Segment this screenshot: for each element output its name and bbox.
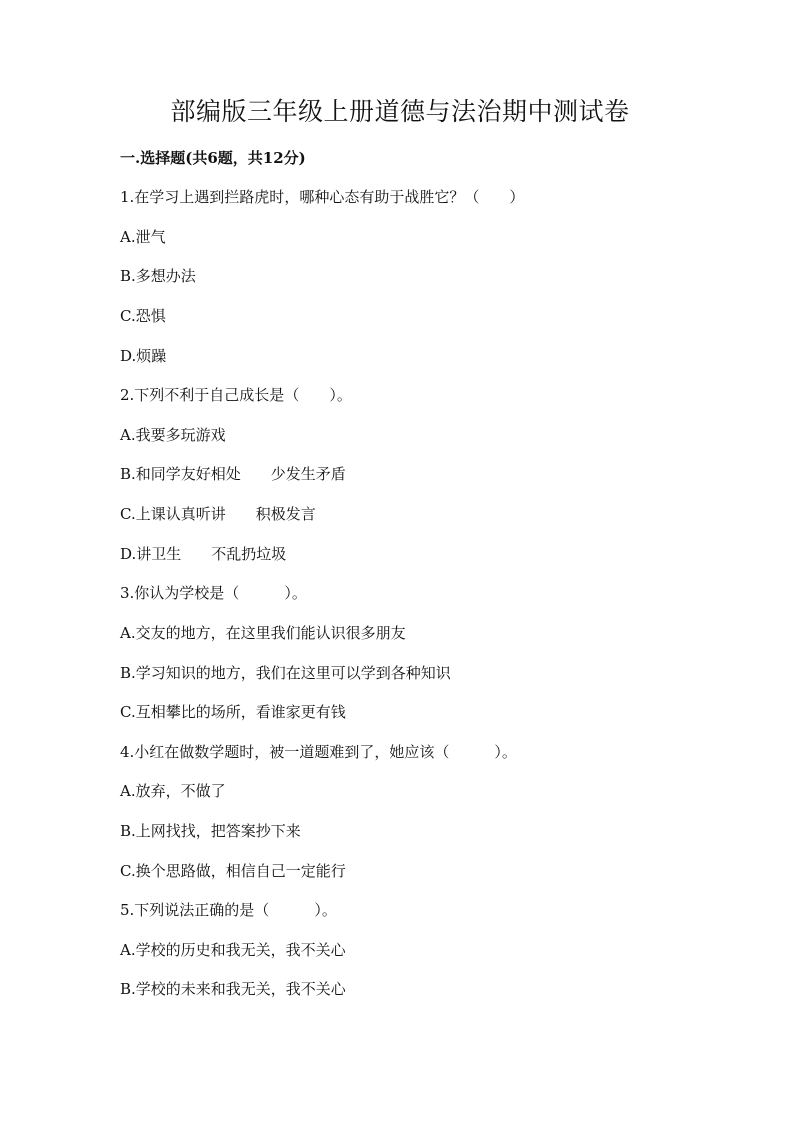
- question-4-option-b: B.上网找找，把答案抄下来: [120, 822, 301, 840]
- question-1-stem: 1.在学习上遇到拦路虎时，哪种心态有助于战胜它？（ ）: [120, 188, 525, 206]
- question-3-stem: 3.你认为学校是（ ）。: [120, 584, 307, 602]
- question-4-stem: 4.小红在做数学题时，被一道题难到了，她应该（ ）。: [120, 743, 517, 761]
- question-2-option-d: D.讲卫生 不乱扔垃圾: [120, 545, 287, 563]
- question-2-option-c: C.上课认真听讲 积极发言: [120, 505, 316, 523]
- question-2-option-a: A.我要多玩游戏: [120, 426, 226, 444]
- question-1-option-a: A.泄气: [120, 228, 166, 246]
- question-1-option-c: C.恐惧: [120, 307, 166, 325]
- question-3-option-b: B.学习知识的地方，我们在这里可以学到各种知识: [120, 664, 451, 682]
- question-2-option-b: B.和同学友好相处 少发生矛盾: [120, 465, 346, 483]
- question-2-stem: 2.下列不利于自己成长是（ ）。: [120, 386, 352, 404]
- question-5-option-b: B.学校的未来和我无关，我不关心: [120, 980, 346, 998]
- question-3-option-a: A.交友的地方，在这里我们能认识很多朋友: [120, 624, 406, 642]
- question-4-option-a: A.放弃，不做了: [120, 782, 226, 800]
- page-title: 部编版三年级上册道德与法治期中测试卷: [170, 97, 630, 126]
- question-1-option-d: D.烦躁: [120, 347, 167, 365]
- question-5-option-a: A.学校的历史和我无关，我不关心: [120, 941, 346, 959]
- question-4-option-c: C.换个思路做，相信自己一定能行: [120, 862, 346, 880]
- question-5-stem: 5.下列说法正确的是（ ）。: [120, 901, 337, 919]
- section-heading: 一.选择题(共6题，共12分): [120, 149, 306, 167]
- question-3-option-c: C.互相攀比的场所，看谁家更有钱: [120, 703, 346, 721]
- question-1-option-b: B.多想办法: [120, 267, 196, 285]
